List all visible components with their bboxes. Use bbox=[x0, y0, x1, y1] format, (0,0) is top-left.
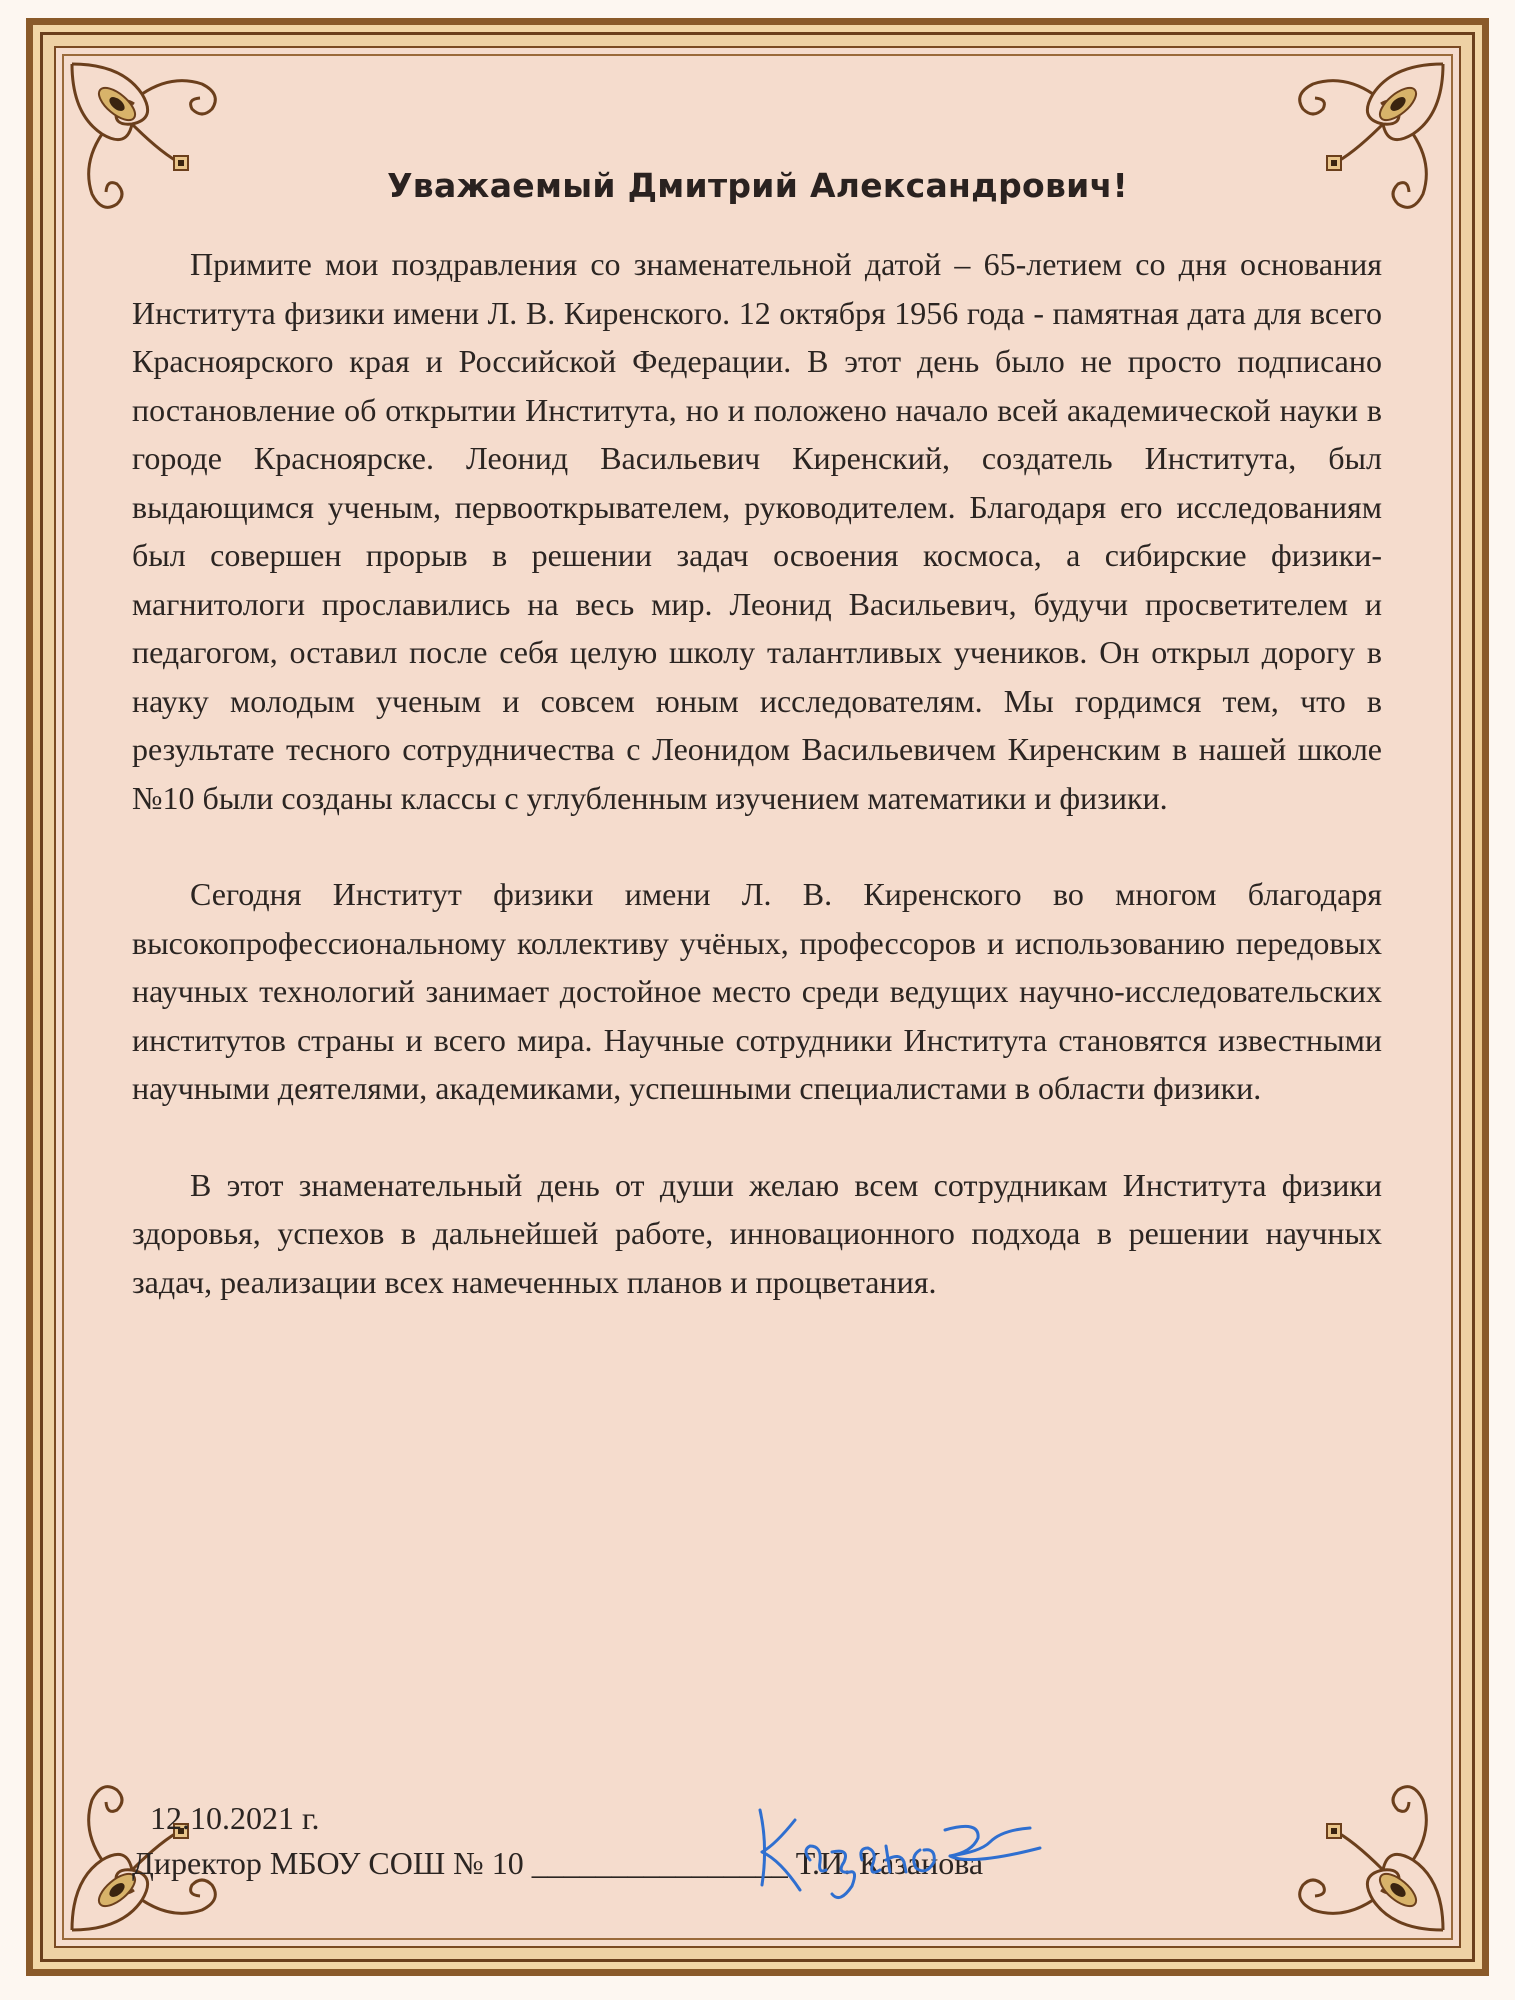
letter-paragraph-2: Сегодня Институт физики имени Л. В. Киренского во многом благодаря высокопрофессиональному коллективу учёных, профессоров и использованию передовых научных технологий занимает достойное место среди ведущих научно-исследовательских институтов страны и всего мира. Научные сотрудники Института становятся известными научными деятелями, академиками, успешными специалистами в области физики. bbox=[132, 876, 1382, 1106]
letter-date: 12.10.2021 г. bbox=[150, 1800, 320, 1836]
letter-paragraph-3: В этот знаменательный день от души желаю всем сотрудникам Института физики здоровья, успехов в дальнейшей работе, инновационного подхода в решении научных задач, реализации всех намеченных планов и процветания. bbox=[132, 1166, 1382, 1300]
ornament-corner-top-left-icon bbox=[62, 54, 262, 254]
letter-body bbox=[132, 240, 1382, 1306]
signer-name: Т.И. Казанова bbox=[795, 1845, 984, 1881]
letter-greeting: Уважаемый Дмитрий Александрович! bbox=[387, 166, 1128, 205]
ornament-corner-bottom-right-icon bbox=[1253, 1740, 1453, 1940]
handwritten-signature bbox=[740, 1790, 1070, 1910]
letter-paragraph-1: Примите мои поздравления со знаменательной датой – 65-летием со дня основания Института физики имени Л. В. Киренского. 12 октября 1956 года - памятная дата для всего Красноярского края и Российской Федерации. В этот день было не просто подписано постановление об открытии Института, но и положено начало всей академической науки в городе Красноярске. Леонид Васильевич Киренский, создатель Института, был выдающимся ученым, первооткрывателем, руководителем. Благодаря его исследованиям был совершен прорыв в решении задач освоения космоса, а сибирские физики-магнитологи прославились на весь мир. Леонид Васильевич, будучи просветителем и педагогом, оставил после себя целую школу талантливых учеников. Он открыл дорогу в науку молодым ученым и совсем юным исследователям. Мы гордимся тем, что в результате тесного сотрудничества с Леонидом Васильевичем Киренским в нашей школе №10 были созданы классы с углубленным изучением математики и физики. bbox=[132, 246, 1382, 816]
ornament-corner-bottom-left-icon bbox=[62, 1740, 262, 1940]
signer-position: Директор МБОУ СОШ № 10 bbox=[132, 1845, 524, 1881]
ornament-corner-top-right-icon bbox=[1253, 54, 1453, 254]
signature-blank: ________________ bbox=[531, 1845, 788, 1881]
